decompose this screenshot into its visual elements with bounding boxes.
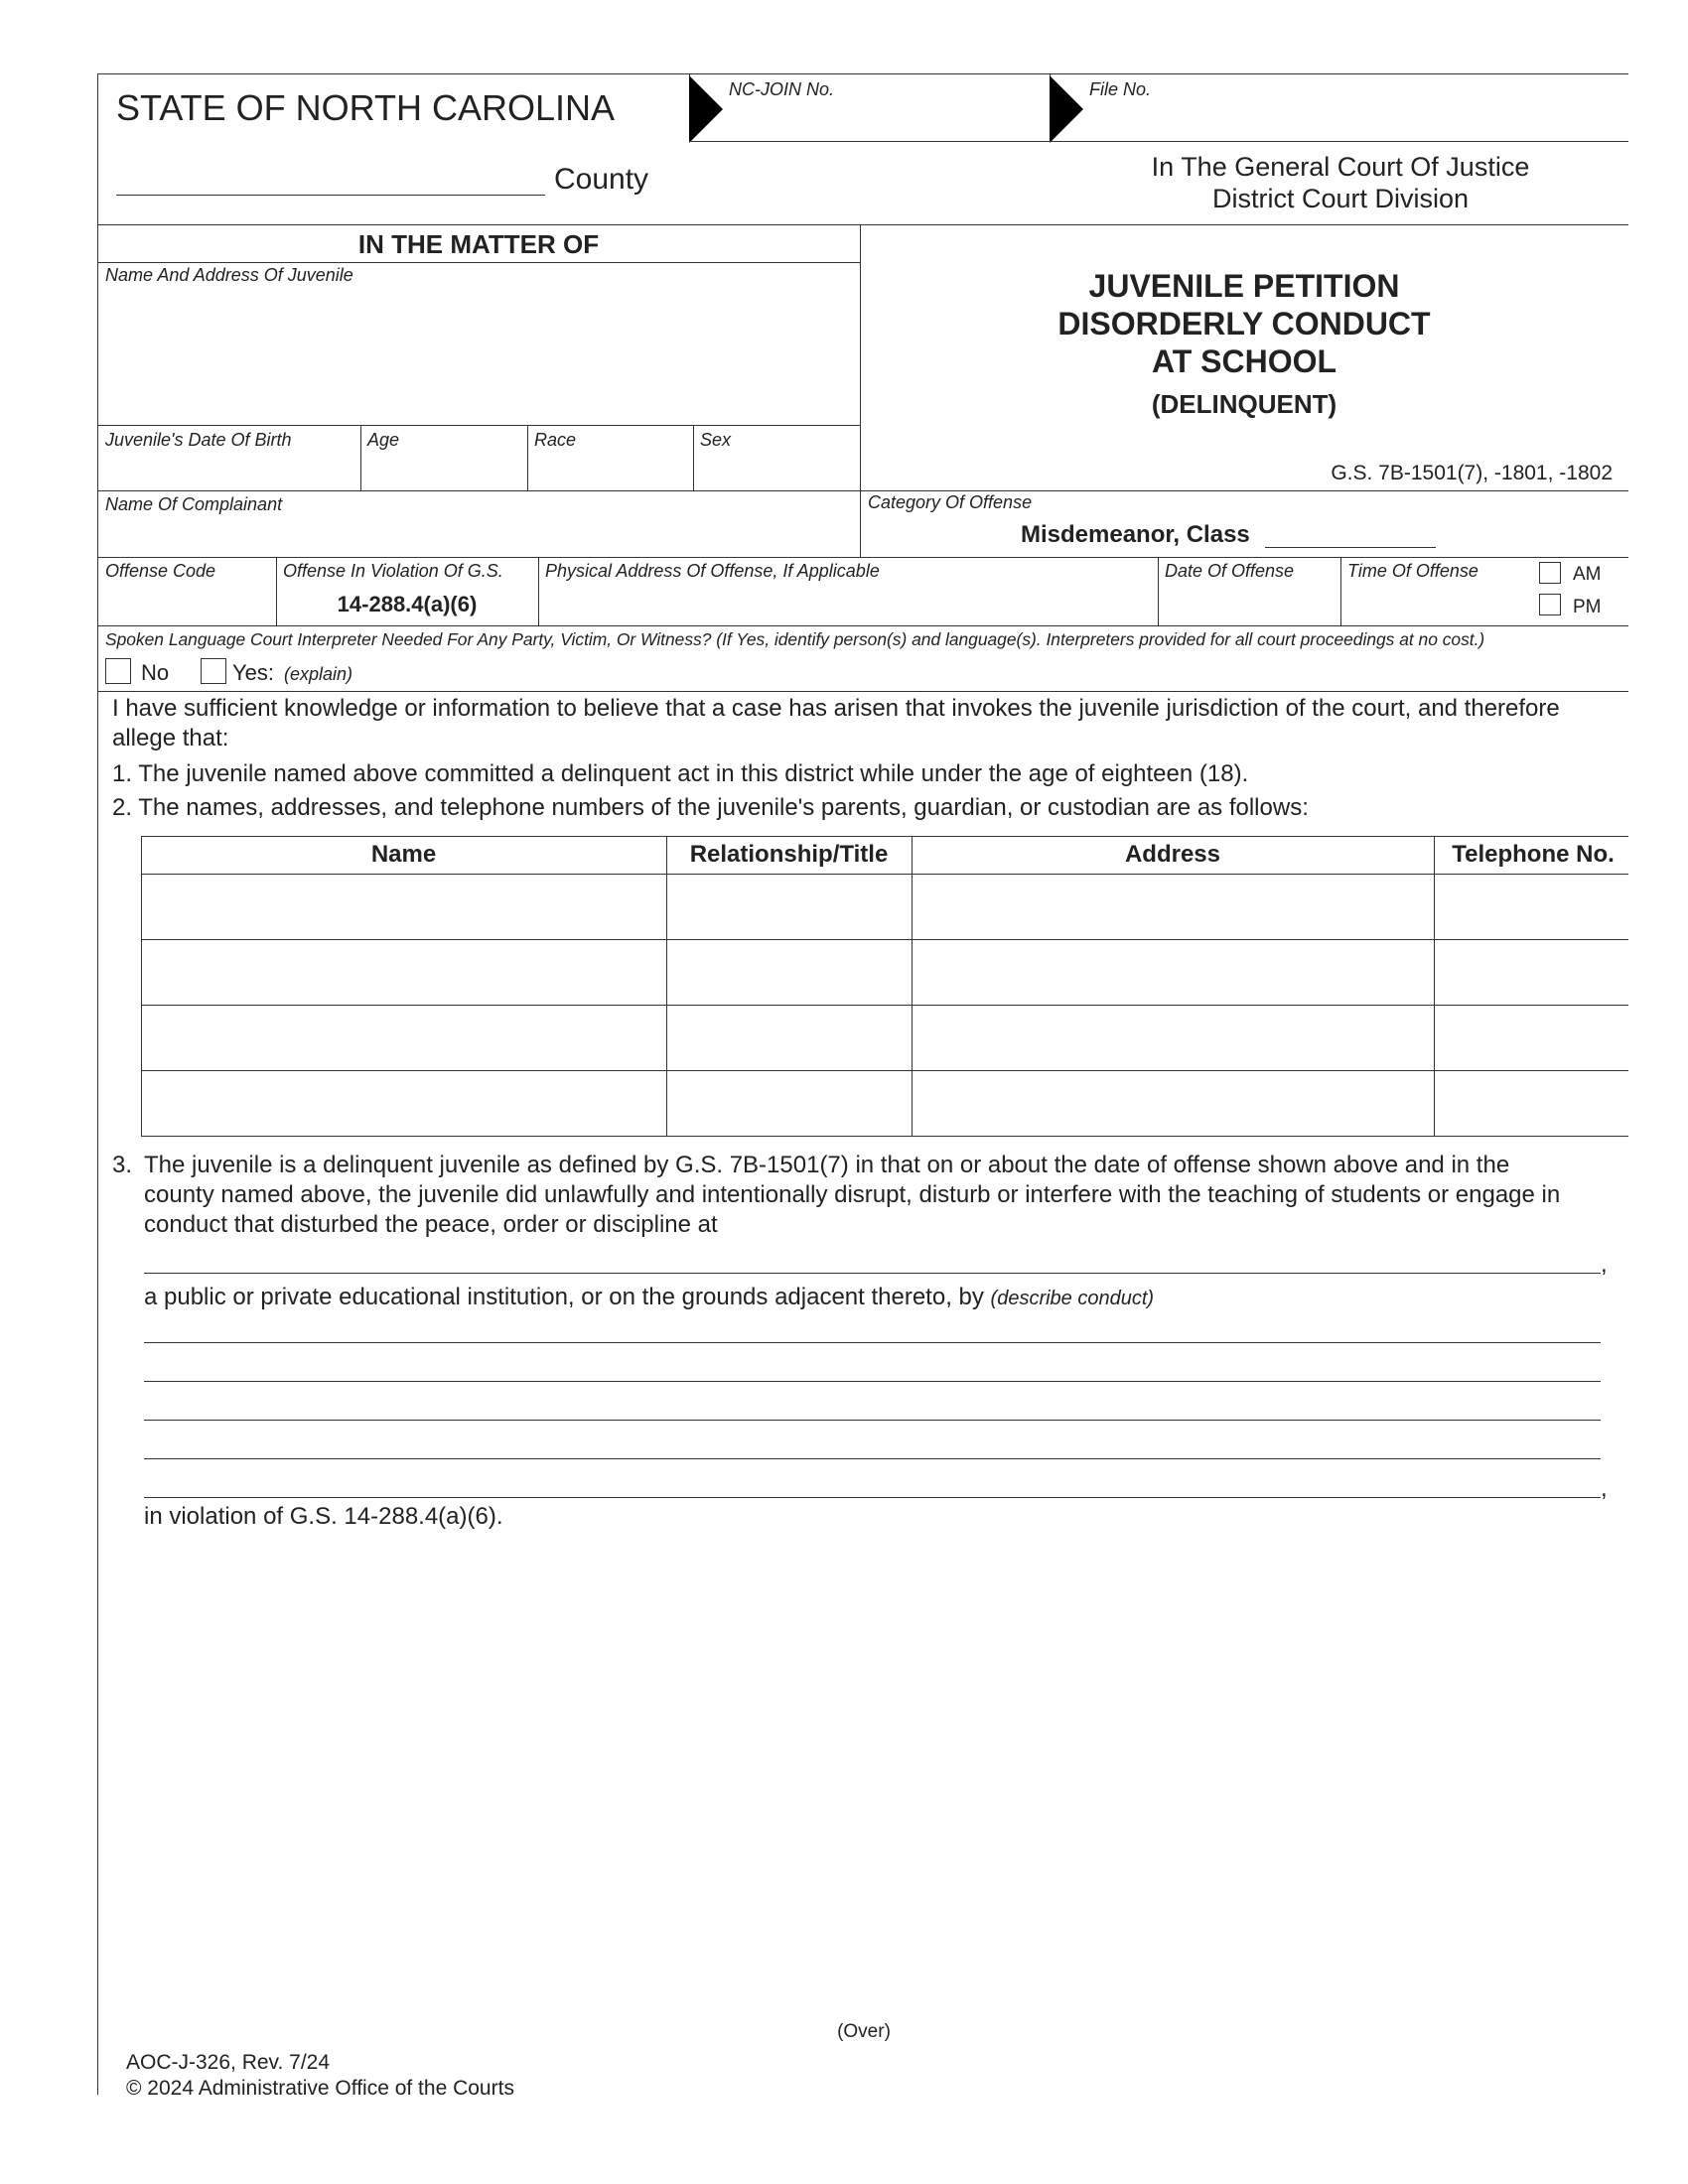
table-cell-relationship[interactable] <box>670 878 908 935</box>
sex-label: Sex <box>700 430 732 450</box>
institution-comma: , <box>1601 1251 1608 1278</box>
table-cell-relationship[interactable] <box>670 1074 908 1132</box>
title-line1: JUVENILE PETITION <box>1088 268 1400 304</box>
ncjoin-field[interactable] <box>725 99 1043 139</box>
conduct-line-5[interactable] <box>144 1497 1601 1498</box>
intro-text-1: I have sufficient knowledge or information to believe that a case has arisen that invokes the juvenile jurisdiction of the court, and therefore <box>112 695 1560 722</box>
age-label: Age <box>367 430 400 450</box>
am-checkbox[interactable] <box>1539 562 1561 584</box>
violation-label: Offense In Violation Of G.S. <box>283 561 503 581</box>
name-address-label: Name And Address Of Juvenile <box>105 265 353 285</box>
statute-ref: G.S. 7B-1501(7), -1801, -1802 <box>1331 462 1613 484</box>
ncjoin-label: NC-JOIN No. <box>729 79 835 99</box>
county-label: County <box>554 163 649 196</box>
interpreter-explain-field[interactable] <box>377 655 1618 687</box>
dob-label: Juvenile's Date Of Birth <box>105 430 292 450</box>
item-3-line-4-text: a public or private educational institution, or on the grounds adjacent thereto, by <box>144 1284 984 1310</box>
conduct-line-3[interactable] <box>144 1420 1601 1421</box>
file-no-field[interactable] <box>1087 99 1623 139</box>
title-line4: (DELINQUENT) <box>1151 389 1337 419</box>
conduct-line-2[interactable] <box>144 1381 1601 1382</box>
file-label: File No. <box>1089 79 1152 99</box>
interpreter-label: Spoken Language Court Interpreter Needed For Any Party, Victim, Or Witness? (If Yes, identify person(s) and language(s). Interpreters provided for all court proceedings at no cost.) <box>105 629 1485 649</box>
item-1-text: 1. The juvenile named above committed a delinquent act in this district while under the age of eighteen (18). <box>112 760 1249 787</box>
interpreter-yes-checkbox[interactable] <box>201 658 226 684</box>
table-header-relationship: Relationship/Title <box>689 841 889 868</box>
institution-field[interactable] <box>144 1273 1601 1274</box>
item-3-number: 3. <box>112 1152 133 1178</box>
name-address-field[interactable] <box>103 288 854 421</box>
pm-label: PM <box>1573 597 1602 617</box>
age-field[interactable] <box>365 453 522 486</box>
race-field[interactable] <box>532 453 689 486</box>
table-cell-address[interactable] <box>915 1009 1430 1066</box>
date-of-offense-label: Date Of Offense <box>1165 561 1295 581</box>
complainant-field[interactable] <box>103 518 854 554</box>
item-3-line-2: county named above, the juvenile did unlawfully and intentionally disrupt, disturb or interfere with the teaching of students or engage in <box>144 1181 1561 1208</box>
court-line2: District Court Division <box>1211 184 1470 213</box>
conduct-comma: , <box>1601 1475 1608 1502</box>
date-of-offense-field[interactable] <box>1164 586 1335 621</box>
intro-text-2: allege that: <box>112 725 229 751</box>
time-of-offense-field[interactable] <box>1346 586 1525 621</box>
table-cell-name[interactable] <box>145 878 662 935</box>
copyright: © 2024 Administrative Office of the Courts <box>126 2077 514 2100</box>
file-arrow-icon <box>1050 75 1083 143</box>
conduct-line-4[interactable] <box>144 1458 1601 1459</box>
sex-field[interactable] <box>698 453 855 486</box>
matter-heading: IN THE MATTER OF <box>357 229 600 259</box>
table-cell-relationship[interactable] <box>670 1009 908 1066</box>
ncjoin-arrow-icon <box>689 75 723 143</box>
table-header-address: Address <box>1124 841 1221 868</box>
table-cell-address[interactable] <box>915 1074 1430 1132</box>
violation-statement: in violation of G.S. 14-288.4(a)(6). <box>144 1503 503 1530</box>
table-header-telephone: Telephone No. <box>1452 841 1615 868</box>
table-cell-name[interactable] <box>145 1074 662 1132</box>
table-cell-name[interactable] <box>145 1009 662 1066</box>
table-cell-address[interactable] <box>915 878 1430 935</box>
over-note: (Over) <box>837 2021 891 2042</box>
interpreter-yes-label: Yes: <box>232 660 275 685</box>
table-cell-relationship[interactable] <box>670 943 908 1001</box>
offense-code-label: Offense Code <box>105 561 216 581</box>
violation-value: 14-288.4(a)(6) <box>337 592 478 616</box>
state-title: STATE OF NORTH CAROLINA <box>116 87 616 128</box>
title-line2: DISORDERLY CONDUCT <box>1057 306 1431 341</box>
table-cell-address[interactable] <box>915 943 1430 1001</box>
table-cell-telephone[interactable] <box>1438 878 1626 935</box>
table-header-name: Name <box>370 841 437 868</box>
county-field[interactable] <box>116 195 545 196</box>
interpreter-no-label: No <box>141 660 170 685</box>
am-label: AM <box>1573 564 1602 585</box>
table-cell-telephone[interactable] <box>1438 1009 1626 1066</box>
item-2-text: 2. The names, addresses, and telephone numbers of the juvenile's parents, guardian, or custodian are as follows: <box>112 794 1309 821</box>
form-id: AOC-J-326, Rev. 7/24 <box>126 2051 331 2074</box>
table-cell-telephone[interactable] <box>1438 943 1626 1001</box>
table-cell-telephone[interactable] <box>1438 1074 1626 1132</box>
physical-address-field[interactable] <box>544 586 1152 621</box>
interpreter-no-checkbox[interactable] <box>105 658 131 684</box>
complainant-label: Name Of Complainant <box>105 494 283 514</box>
title-line3: AT SCHOOL <box>1151 343 1337 379</box>
time-of-offense-label: Time Of Offense <box>1347 561 1478 581</box>
court-line1: In The General Court Of Justice <box>1151 152 1530 182</box>
interpreter-explain-label: (explain) <box>284 664 353 684</box>
offense-code-field[interactable] <box>103 586 270 621</box>
physical-address-label: Physical Address Of Offense, If Applicable <box>545 561 880 581</box>
category-value: Misdemeanor, Class <box>1021 521 1250 548</box>
item-3-line-4 <box>144 1284 1154 1311</box>
conduct-line-1[interactable] <box>144 1342 1601 1343</box>
class-field[interactable] <box>1265 547 1436 548</box>
category-label: Category Of Offense <box>868 492 1033 512</box>
dob-field[interactable] <box>103 453 355 486</box>
race-label: Race <box>534 430 577 450</box>
pm-checkbox[interactable] <box>1539 594 1561 615</box>
item-3-line-1: The juvenile is a delinquent juvenile as defined by G.S. 7B-1501(7) in that on or about the date of offense shown above and in the <box>144 1152 1510 1178</box>
table-cell-name[interactable] <box>145 943 662 1001</box>
item-3-line-3: conduct that disturbed the peace, order or discipline at <box>144 1211 718 1238</box>
describe-conduct-hint: (describe conduct) <box>990 1288 1155 1309</box>
